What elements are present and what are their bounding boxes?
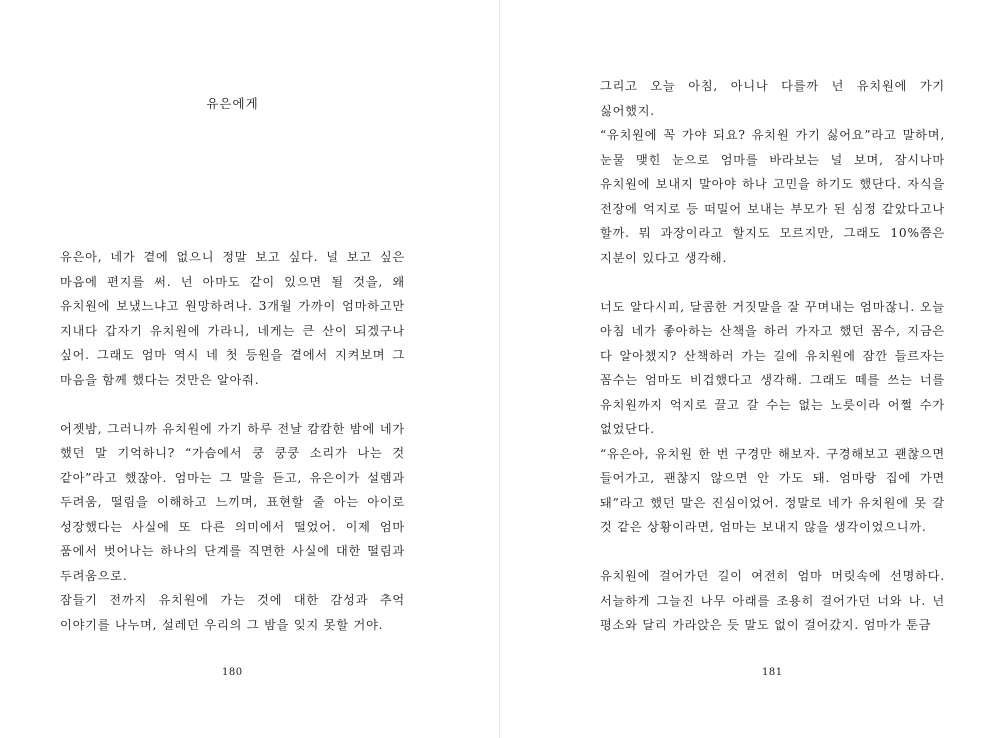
paragraph: “유치원에 꼭 가야 되요? 유치원 가기 싫어요”라고 말하며, 눈물 맺힌 눈으로 엄마를 바라보는 널 보며, 잠시나마 유치원에 보내지 말아야 하나 고민을 하기도 했단다. 자식을 전장에 억지로 등 떠밀어 보내는 부모가 된 심정 같았다고나 할까. 뭐 과장이라고 할지도 모르지만, 그래도 10%쯤은 지분이 있다고 생각해. [600,128,945,265]
paragraph: 그리고 오늘 아침, 아니나 다를까 넌 유치원에 가기 싫어했지. [600,79,945,118]
paragraph: 어젯밤, 그러니까 유치원에 가기 하루 전날 캄캄한 밤에 네가 했던 말 기억하니? “가슴에서 쿵 쿵쿵 소리가 나는 것 같아”라고 했잖아. 엄마는 그 말을 듣고, 유은이가 설렘과 두려움, 떨림을 이해하고 느끼며, 표현할 줄 아는 아이로 성장했다는 사실에 또 다른 의미에서 떨었어. 이제 엄마 품에서 벗어나는 하나의 단계를 직면한 사실에 대한 떨림과 두려움으로. [60,421,405,583]
right-page [500,0,1000,738]
left-page-body [60,245,405,637]
right-page-body [600,74,945,638]
paragraph: 유은아, 네가 곁에 없으니 정말 보고 싶다. 널 보고 싶은 마음에 편지를 써. 넌 아마도 같이 있으면 될 것을, 왜 유치원에 보냈느냐고 원망하려나. 3개월 가까이 엄마하고만 지내다 갑자기 유치원에 가라니, 네게는 큰 산이 되겠구나 싶어. 그래도 엄마 역시 네 첫 등원을 곁에서 지켜보며 그 마음을 함께 했다는 것만은 알아줘. [60,250,405,387]
paragraph: 잠들기 전까지 유치원에 가는 것에 대한 감성과 추억 이야기를 나누며, 설레던 우리의 그 밤을 잊지 못할 거야. [60,593,405,632]
chapter-title: 유은에게 [206,96,259,111]
paragraph: 유치원에 걸어가던 길이 여전히 엄마 머릿속에 선명하다. 서늘하게 그늘진 나무 아래를 조용히 걸어가던 너와 나. 넌 평소와 달리 가라앉은 듯 말도 없이 걸어갔지. 엄마가 툰금 [600,569,945,632]
paragraph: 너도 알다시피, 달콤한 거짓말을 잘 꾸며내는 엄마잖니. 오늘 아침 네가 좋아하는 산책을 하러 가자고 했던 꼼수, 지금은 다 알아챘지? 산책하러 가는 길에 유치원에 잠깐 들르자는 꼼수는 엄마도 비겁했다고 생각해. 그래도 떼를 쓰는 너를 유치원까지 억지로 끌고 갈 수는 없는 노릇이라 어쩔 수가 없었단다. [600,299,945,436]
page-number: 180 [222,667,243,678]
paragraph: “유은아, 유치원 한 번 구경만 해보자. 구경해보고 괜찮으면 들어가고, 괜찮지 않으면 안 가도 돼. 엄마랑 집에 가면 돼”라고 했던 말은 진심이었어. 정말로 네가 유치원에 못 갈 것 같은 상황이라면, 엄마는 보내지 않을 생각이었으니까. [600,446,945,534]
page-number: 181 [762,667,783,678]
